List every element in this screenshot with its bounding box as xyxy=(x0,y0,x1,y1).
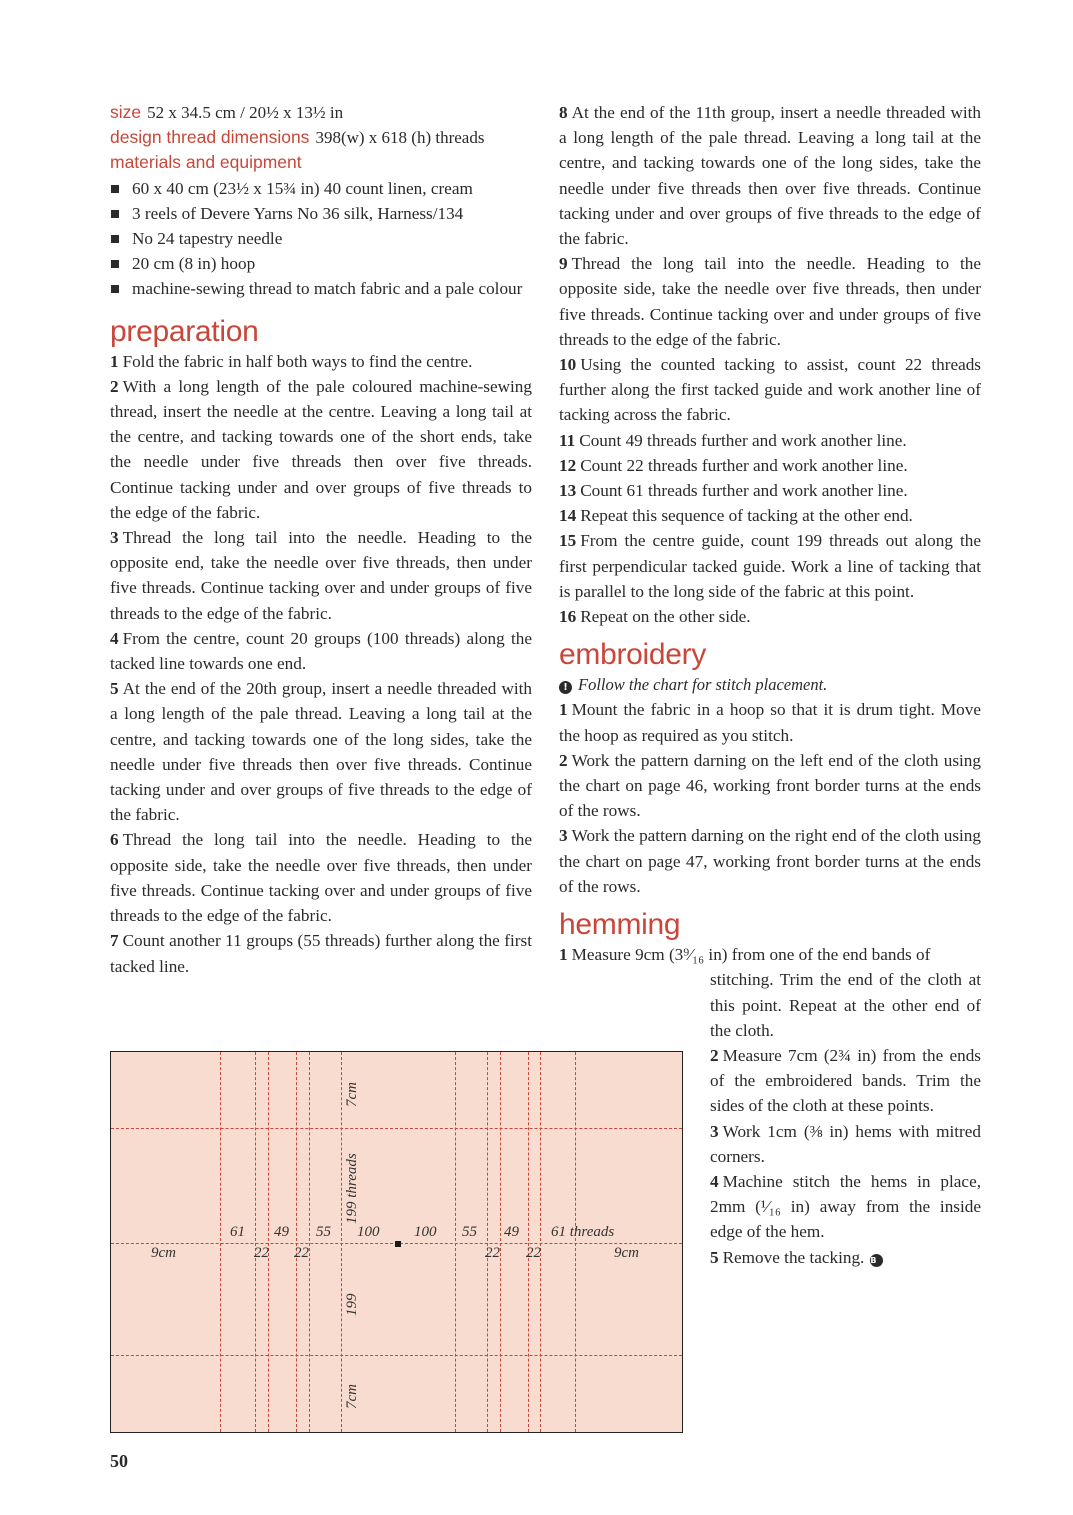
embroidery-step: 2 Work the pattern darning on the left end of the cloth using the chart on page 46, working front border turns at the ends of the rows. xyxy=(559,750,981,821)
bullet-square-icon xyxy=(111,210,119,218)
prep-step: 10 Using the counted tacking to assist, count 22 threads further along the first tacked guide and work another line of tacking across the fabric. xyxy=(559,355,981,425)
prep-step: 3 Thread the long tail into the needle. Heading to the opposite end, take the needle over five threads, then under five threads. Continue tacking over and under groups of five threads to the edge of the fabric. xyxy=(110,528,532,623)
hemming-heading: hemming xyxy=(559,908,681,942)
embroidery-step: 3 Work the pattern darning on the right end of the cloth using the chart on page 47, working front border turns at the ends of the rows. xyxy=(559,826,981,896)
label-49-left: 49 xyxy=(274,1224,289,1240)
label-7cm-top: 7cm xyxy=(344,1082,360,1107)
dimensions-line xyxy=(110,125,532,150)
prep-step: 6 Thread the long tail into the needle. Heading to the opposite side, take the needle over five threads, then under five threads. Continue tacking over and under groups of five threads to the edge of the fabric. xyxy=(110,830,532,926)
materials-list xyxy=(110,176,532,302)
alert-icon: ! xyxy=(559,681,572,694)
label-22-right-a: 22 xyxy=(485,1245,500,1261)
label-22-left-a: 22 xyxy=(254,1245,269,1261)
list-item: 3 reels of Devere Yarns No 36 silk, Harness/134 xyxy=(110,201,532,226)
prep-step: 11 Count 49 threads further and work another line. xyxy=(559,430,907,450)
prep-step: 2 With a long length of the pale coloured machine-sewing thread, insert the needle at the centre. Leaving a long tail at the centre, and tacking towards one of the short ends, take the needle under five threads then over five threads. Continue tacking under and over groups of five threads to the edge of the fabric. xyxy=(110,376,532,522)
label-22-right-b: 22 xyxy=(526,1245,541,1261)
project-meta xyxy=(110,100,532,176)
end-of-project-icon: B xyxy=(870,1254,883,1267)
hemming-step: 5 Remove the tacking. B xyxy=(710,1245,981,1270)
vertical-tacking-line xyxy=(309,1052,310,1432)
hemming-step: 4 Machine stitch the hems in place, 2mm (¹⁄₁₆ in) away from the inside edge of the hem. xyxy=(710,1171,981,1242)
label-199-bottom: 199 xyxy=(344,1293,360,1316)
prep-step: 14 Repeat this sequence of tacking at the other end. xyxy=(559,506,913,526)
hemming-wrap-column xyxy=(710,967,981,1269)
label-100-right: 100 xyxy=(414,1224,437,1240)
embroidery-note: ! Follow the chart for stitch placement. xyxy=(559,672,981,697)
vertical-tacking-line xyxy=(487,1052,488,1432)
label-61-left: 61 xyxy=(230,1224,245,1240)
prep-step: 15 From the centre guide, count 199 threads out along the first perpendicular tacked guide. Work a line of tacking that is parallel to the long side of the fabric at this point. xyxy=(559,531,981,601)
label-55-right: 55 xyxy=(462,1224,477,1240)
vertical-tacking-line xyxy=(268,1052,269,1432)
label-55-left: 55 xyxy=(316,1224,331,1240)
centre-point-marker xyxy=(395,1241,401,1247)
page-number: 50 xyxy=(110,1451,128,1471)
bullet-square-icon xyxy=(111,285,119,293)
vertical-tacking-line xyxy=(341,1052,342,1432)
bullet-square-icon xyxy=(111,260,119,268)
prep-step: 7 Count another 11 groups (55 threads) further along the first tacked line. xyxy=(110,931,532,976)
label-9cm-left: 9cm xyxy=(151,1245,176,1261)
top-tacking-line xyxy=(111,1128,682,1129)
prep-step: 1 Fold the fabric in half both ways to find the centre. xyxy=(110,351,473,371)
vertical-tacking-line xyxy=(455,1052,456,1432)
hemming-step-continued: stitching. Trim the end of the cloth at this point. Repeat at the other end of the cloth. xyxy=(710,970,981,1040)
vertical-tacking-line xyxy=(255,1052,256,1432)
dimensions-value: 398(w) x 618 (h) threads xyxy=(315,128,485,148)
bullet-square-icon xyxy=(111,235,119,243)
prep-step: 9 Thread the long tail into the needle. Heading to the opposite side, take the needle over five threads, then under five threads. Continue tacking over and under groups of five threads to the edge of the fabric. xyxy=(559,254,981,349)
vertical-tacking-line xyxy=(575,1052,576,1432)
prep-step: 12 Count 22 threads further and work another line. xyxy=(559,455,908,475)
dimensions-label: design thread dimensions xyxy=(110,127,310,148)
prep-step: 8 At the end of the 11th group, insert a needle threaded with a long length of the pale thread. Leaving a long tail at the centre, and tacking towards one of the long sides, take the needle under five threads then over five threads. Continue tacking under and over groups of five threads to the edge of the fabric. xyxy=(559,103,981,249)
label-61-threads-right: 61 threads xyxy=(551,1224,615,1240)
list-item: No 24 tapestry needle xyxy=(110,226,532,251)
prep-step: 5 At the end of the 20th group, insert a needle threaded with a long length of the pale thread. Leaving a long tail at the centre, and tacking towards one of the long sides, take the needle under five threads then over five threads. Continue tacking under and over groups of five threads to the edge of the fabric. xyxy=(110,679,532,825)
vertical-tacking-line xyxy=(220,1052,221,1432)
list-item: 20 cm (8 in) hoop xyxy=(110,251,532,276)
size-label: size xyxy=(110,102,142,122)
left-column xyxy=(110,100,532,979)
size-line xyxy=(110,100,532,125)
label-199-threads: 199 threads xyxy=(344,1153,360,1224)
label-100-left: 100 xyxy=(357,1224,380,1240)
label-9cm-right: 9cm xyxy=(614,1245,639,1261)
label-22-left-b: 22 xyxy=(294,1245,309,1261)
vertical-tacking-line xyxy=(296,1052,297,1432)
vertical-tacking-line xyxy=(528,1052,529,1432)
prep-step: 13 Count 61 threads further and work another line. xyxy=(559,481,908,501)
size-value: 52 x 34.5 cm / 20½ x 13½ in xyxy=(147,103,344,122)
embroidery-step: 1 Mount the fabric in a hoop so that it is drum tight. Move the hoop as required as you stitch. xyxy=(559,700,981,745)
hemming-step: 2 Measure 7cm (2¾ in) from the ends of the embroidered bands. Trim the sides of the cloth at these points. xyxy=(710,1045,981,1116)
prep-step: 4 From the centre, count 20 groups (100 threads) along the tacked line towards one end. xyxy=(110,628,532,674)
hemming-step: 1 Measure 9cm (3⁹⁄₁₆ in) from one of the end bands of xyxy=(559,945,931,965)
bottom-tacking-line xyxy=(111,1355,682,1356)
vertical-tacking-line xyxy=(500,1052,501,1432)
vertical-tacking-line xyxy=(540,1052,541,1432)
hemming-step: 3 Work 1cm (⅜ in) hems with mitred corners. xyxy=(710,1121,981,1166)
prep-step: 16 Repeat on the other side. xyxy=(559,607,751,627)
label-49-right: 49 xyxy=(504,1224,519,1240)
materials-label: materials and equipment xyxy=(110,152,302,173)
bullet-square-icon xyxy=(111,185,119,193)
label-7cm-bottom: 7cm xyxy=(344,1384,360,1409)
preparation-heading: preparation xyxy=(110,314,259,348)
list-item: 60 x 40 cm (23½ x 15¾ in) 40 count linen, cream xyxy=(110,176,532,201)
tacking-diagram xyxy=(110,1051,683,1433)
embroidery-heading: embroidery xyxy=(559,638,707,672)
list-item: machine-sewing thread to match fabric and a pale colour xyxy=(110,276,532,301)
